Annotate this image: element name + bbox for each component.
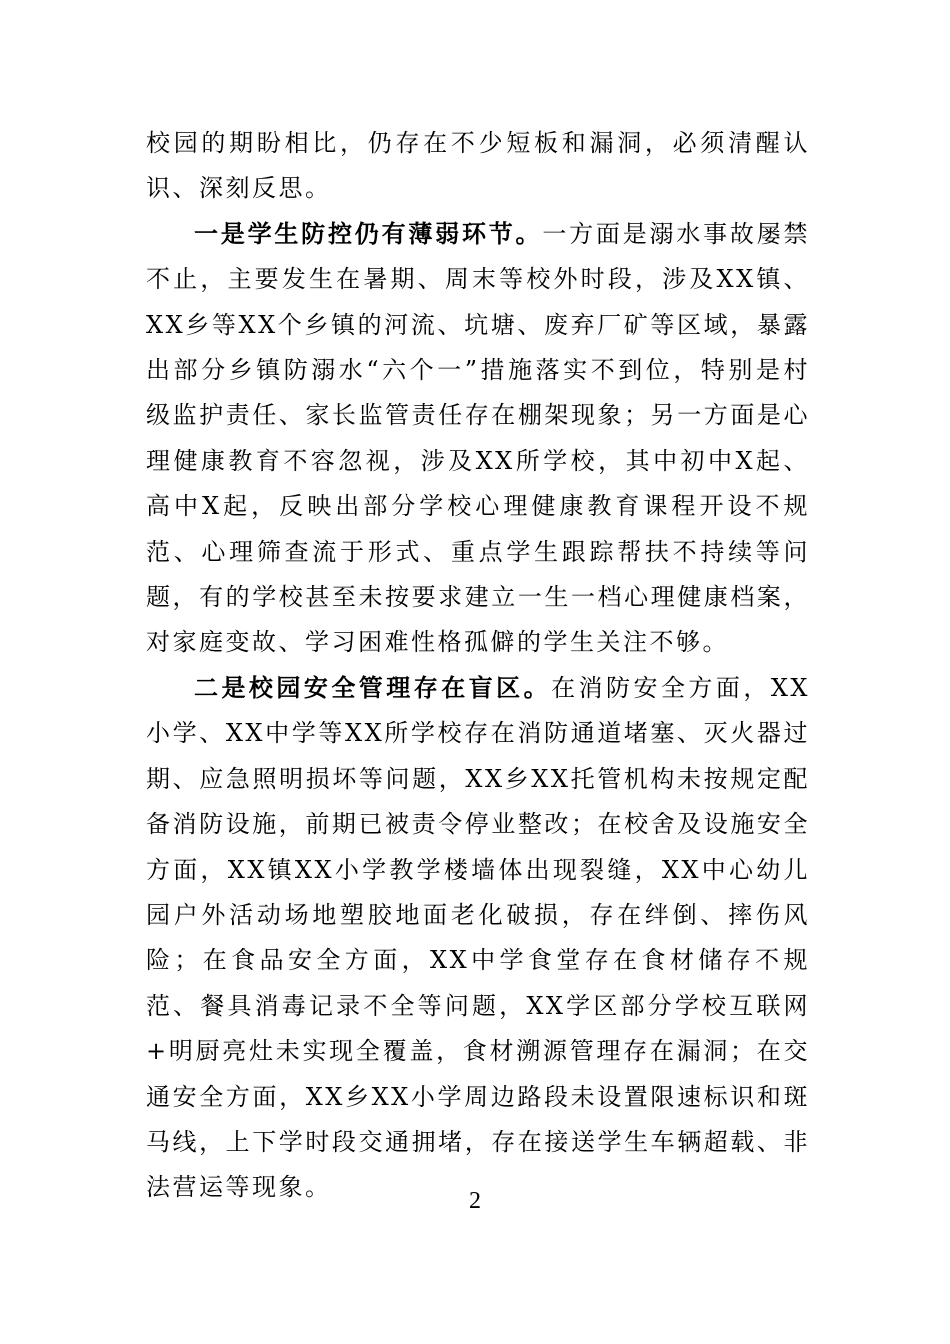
paragraph-student-safety [146, 212, 810, 666]
paragraph-continuation [146, 121, 810, 212]
paragraph-lead: 二是校园安全管理存在盲区。 [194, 673, 552, 702]
paragraph-lead: 一是学生防控仍有薄弱环节。 [194, 219, 543, 248]
paragraph-text: 一方面是溺水事故屡禁不止，主要发生在暑期、周末等校外时段，涉及XX镇、XX乡等XX个乡镇的河流、坑塘、废弃厂矿等区域，暴露出部分乡镇防溺水“六个一”措施落实不到位，特别是村级监护责任、家长监管责任存在棚架现象；另一方面是心理健康教育不容忽视，涉及XX所学校，其中初中X起、高中X起，反映出部分学校心理健康教育课程开设不规范、心理筛查流于形式、重点学生跟踪帮扶不持续等问题，有的学校甚至未按要求建立一生一档心理健康档案，对家庭变故、学习困难性格孤僻的学生关注不够。 [146, 219, 811, 657]
paragraph-campus-management [146, 666, 810, 1211]
paragraph-text: 在消防安全方面，XX小学、XX中学等XX所学校存在消防通道堵塞、灭火器过期、应急照明损坏等问题，XX乡XX托管机构未按规定配备消防设施，前期已被责令停业整改；在校舍及设施安全方面，XX镇XX小学教学楼墙体出现裂缝，XX中心幼儿园户外活动场地塑胶地面老化破损，存在绊倒、摔伤风险；在食品安全方面，XX中学食堂存在食材储存不规范、餐具消毒记录不全等问题，XX学区部分学校互联网+明厨亮灶未实现全覆盖，食材溯源管理存在漏洞；在交通安全方面，XX乡XX小学周边路段未设置限速标识和斑马线，上下学时段交通拥堵，存在接送学生车辆超载、非法营运等现象。 [146, 673, 811, 1202]
page-number: 2 [469, 1188, 481, 1214]
document-body [146, 121, 810, 1211]
paragraph-text: 校园的期盼相比，仍存在不少短板和漏洞，必须清醒认识、深刻反思。 [146, 129, 810, 203]
